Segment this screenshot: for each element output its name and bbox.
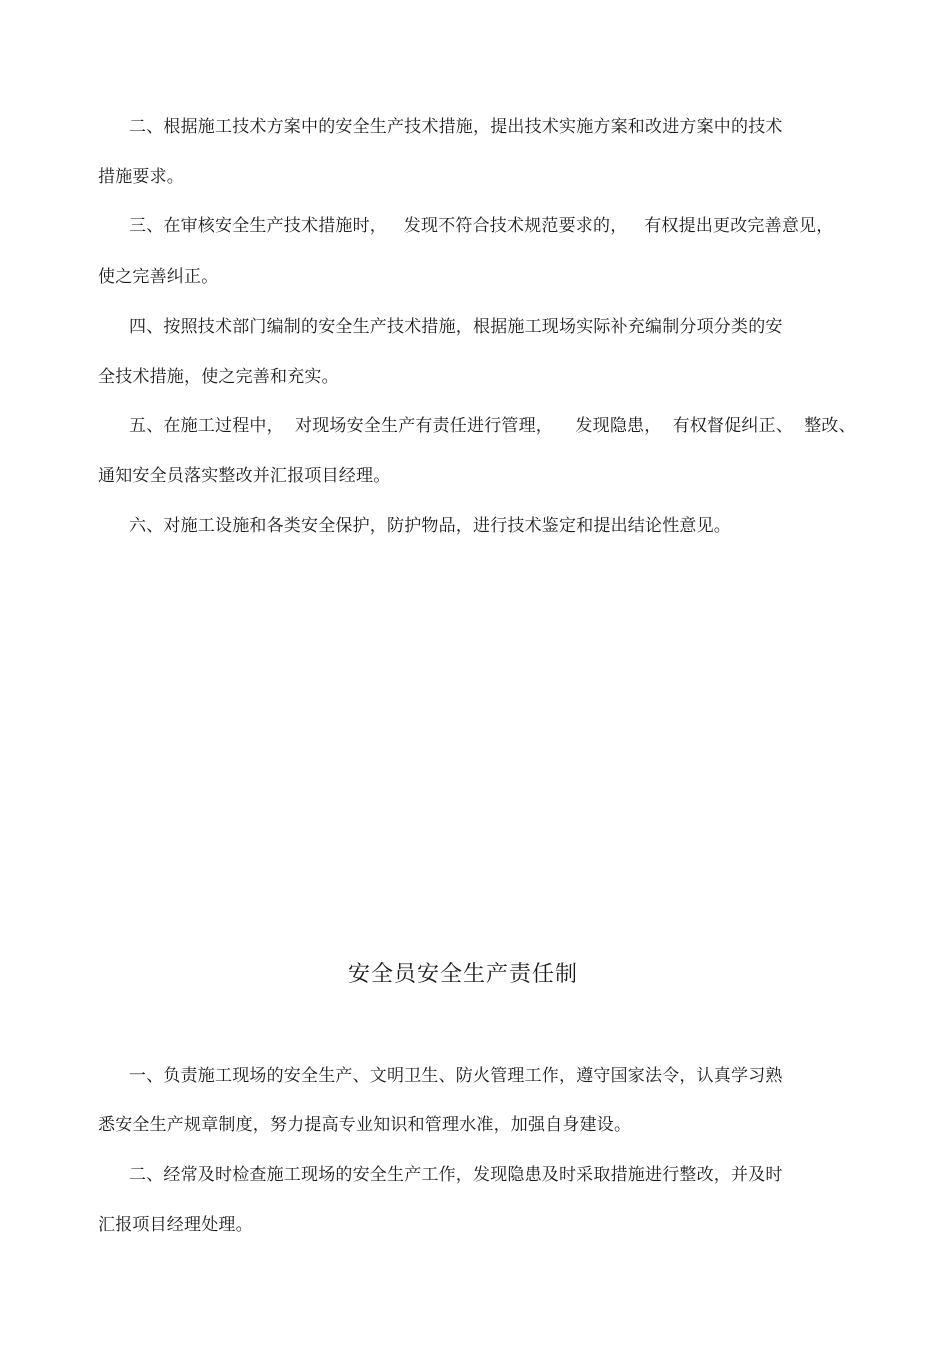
- paragraph-line: 五、在施工过程中， 对现场安全生产有责任进行管理， 发现隐患， 有权督促纠正、 整改、: [129, 416, 856, 436]
- section-title: 安全员安全生产责任制: [347, 962, 578, 987]
- paragraph-line: 措施要求。: [98, 167, 184, 187]
- paragraph-line: 一、负责施工现场的安全生产、文明卫生、防火管理工作，遵守国家法令，认真学习熟: [129, 1066, 783, 1086]
- paragraph-line: 四、按照技术部门编制的安全生产技术措施，根据施工现场实际补充编制分项分类的安: [129, 317, 783, 337]
- paragraph-line: 使之完善纠正。: [98, 267, 219, 287]
- paragraph-line: 全技术措施，使之完善和充实。: [98, 367, 339, 387]
- paragraph-line: 汇报项目经理处理。: [98, 1215, 253, 1235]
- paragraph-line: 通知安全员落实整改并汇报项目经理。: [98, 466, 391, 486]
- paragraph-line: 六、对施工设施和各类安全保护，防护物品，进行技术鉴定和提出结论性意见。: [129, 516, 731, 536]
- paragraph-line: 悉安全生产规章制度，努力提高专业知识和管理水准，加强自身建设。: [98, 1115, 632, 1135]
- paragraph-line: 二、经常及时检查施工现场的安全生产工作，发现隐患及时采取措施进行整改，并及时: [129, 1165, 783, 1185]
- paragraph-line: 二、根据施工技术方案中的安全生产技术措施，提出技术实施方案和改进方案中的技术: [129, 117, 783, 137]
- paragraph-line: 三、在审核安全生产技术措施时， 发现不符合技术规范要求的， 有权提出更改完善意见，: [129, 216, 834, 236]
